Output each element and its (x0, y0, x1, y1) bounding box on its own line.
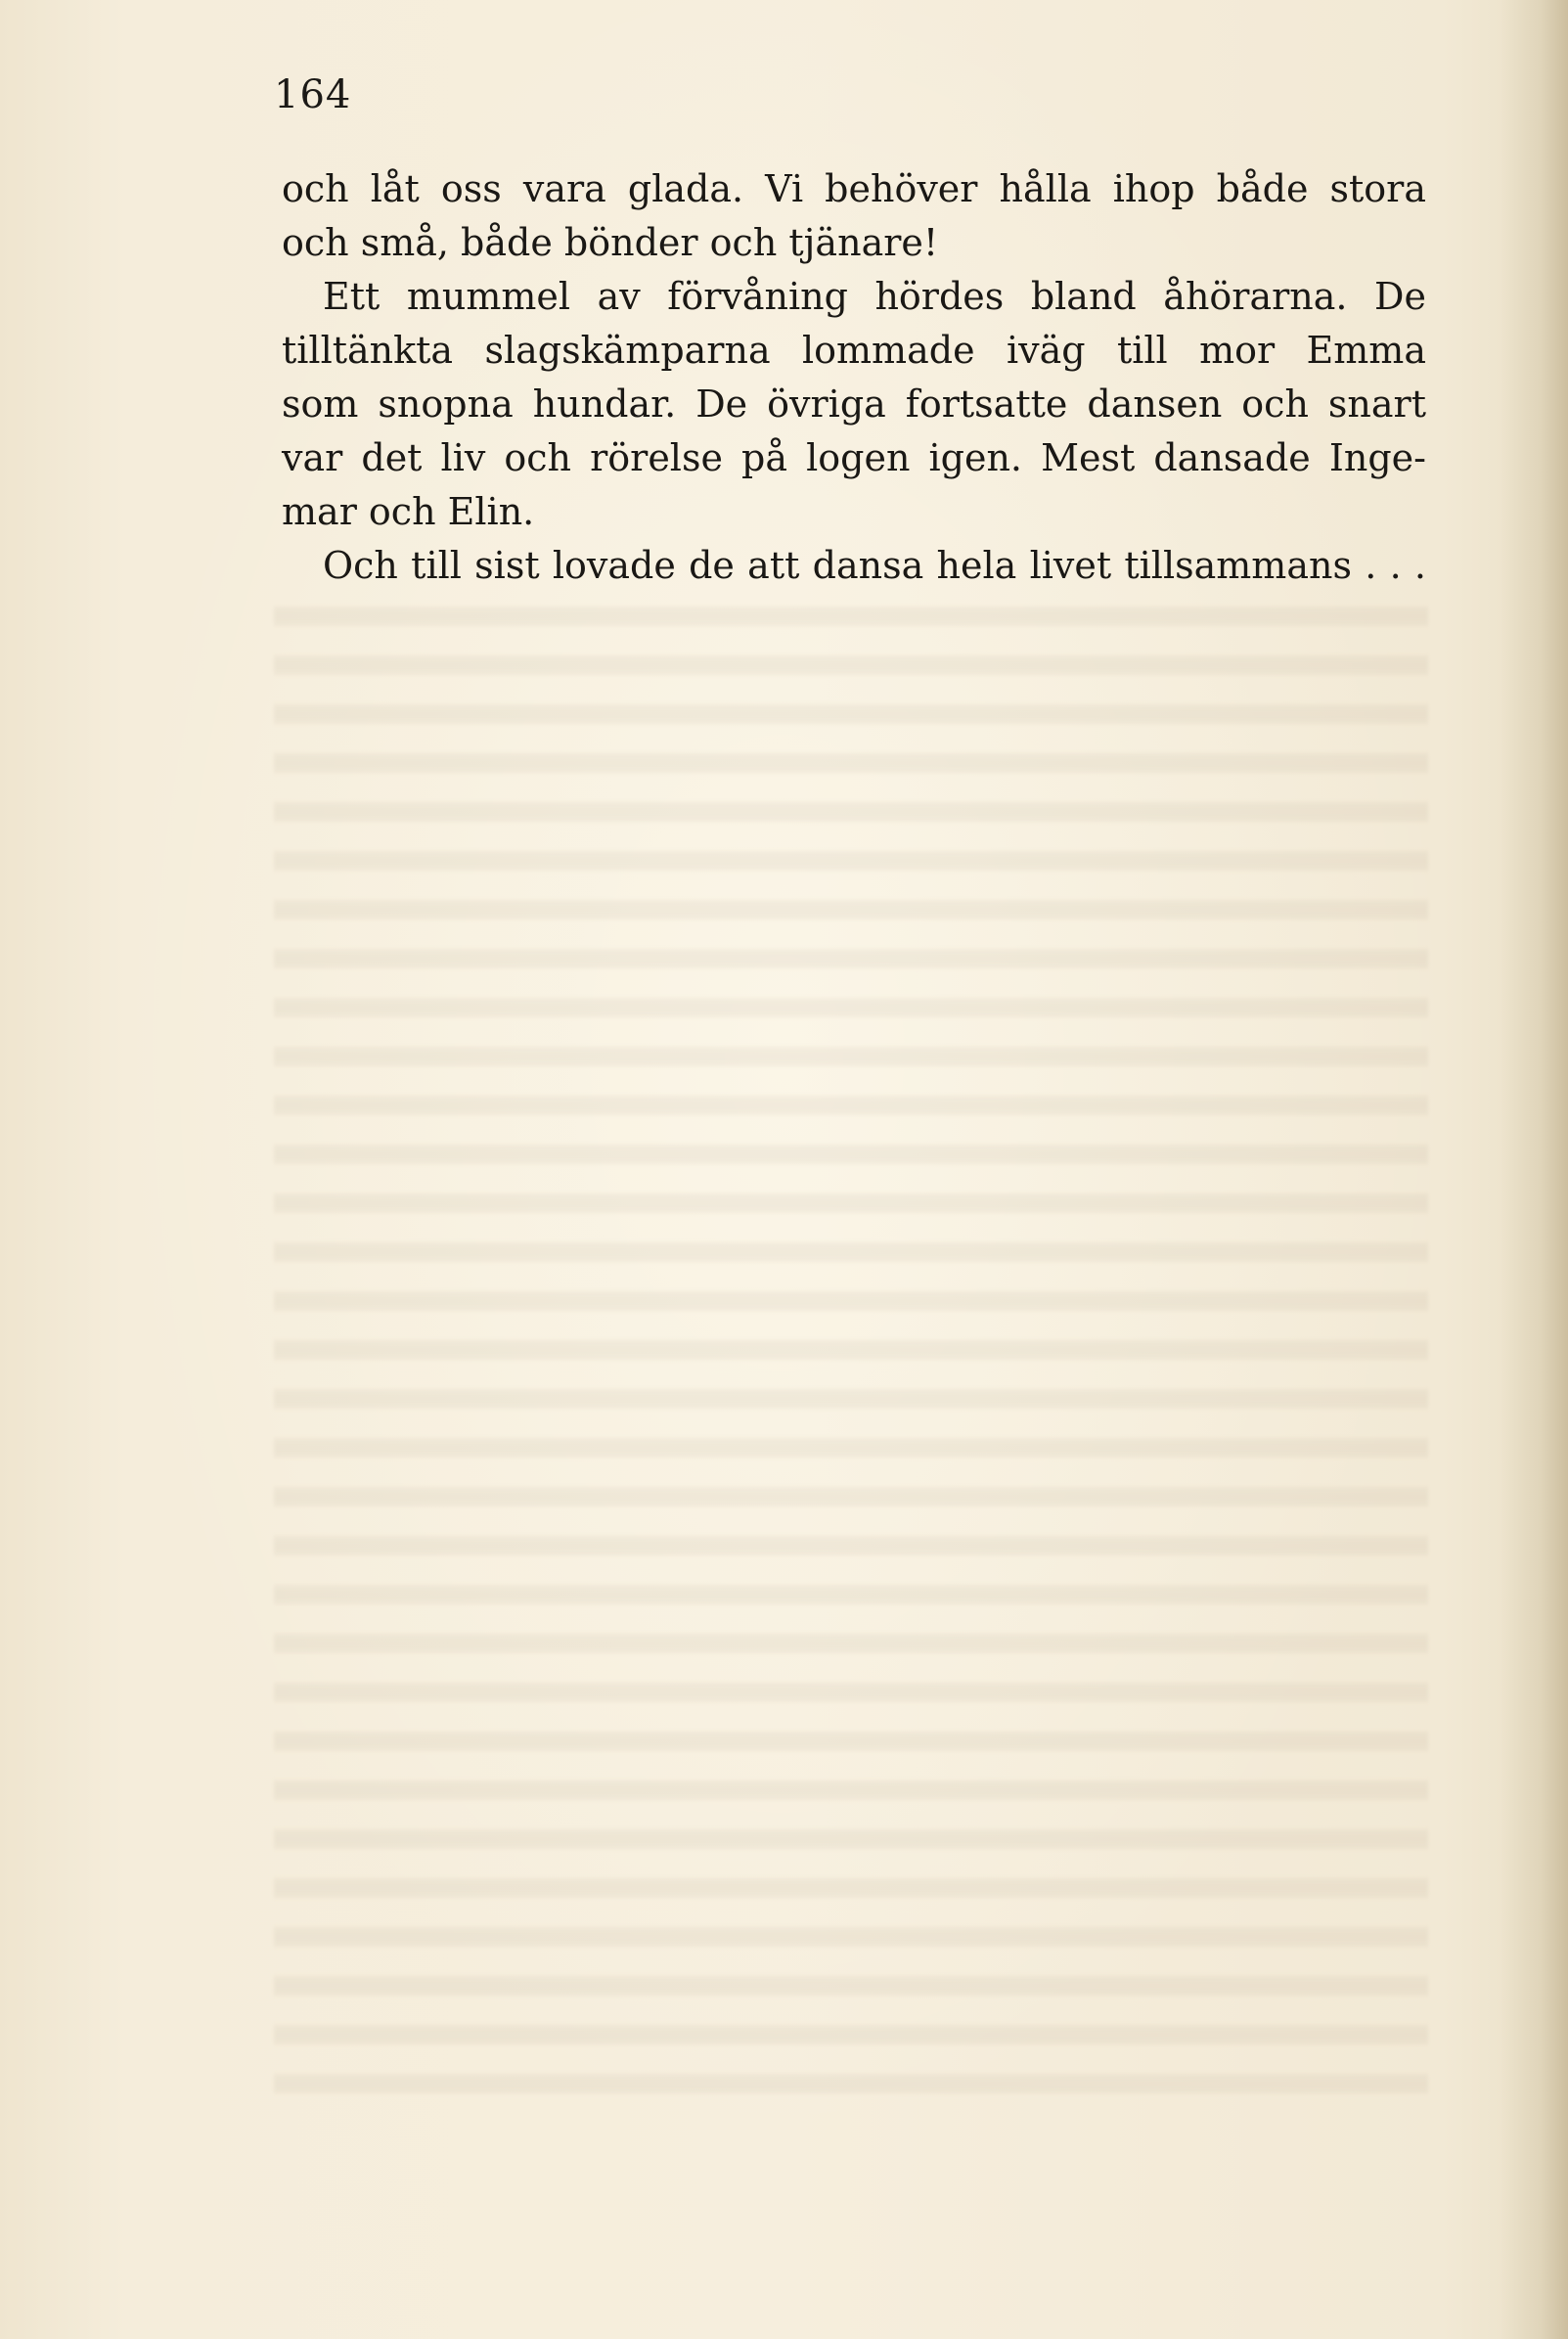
text-line: och små, både bönder och tjänare! (282, 221, 939, 264)
page-edge-shadow (1500, 0, 1568, 2339)
text-line: mar och Elin. (282, 490, 535, 533)
text-line: och låt oss vara glada. Vi behöver hålla ihop både stora (282, 167, 1426, 210)
text-line: tilltänkta slagskämparna lommade iväg till mor Emma (282, 329, 1426, 372)
body-text (282, 162, 1426, 593)
text-line: Ett mummel av förvåning hördes bland åhörarna. De (323, 275, 1426, 318)
page-number: 164 (274, 72, 352, 117)
show-through-text (274, 587, 1428, 2113)
text-line: Och till sist lovade de att dansa hela livet tillsammans . . . (323, 544, 1426, 587)
text-line: var det liv och rörelse på logen igen. Mest dansade Inge- (282, 436, 1426, 479)
text-line: som snopna hundar. De övriga fortsatte dansen och snart (282, 382, 1426, 426)
